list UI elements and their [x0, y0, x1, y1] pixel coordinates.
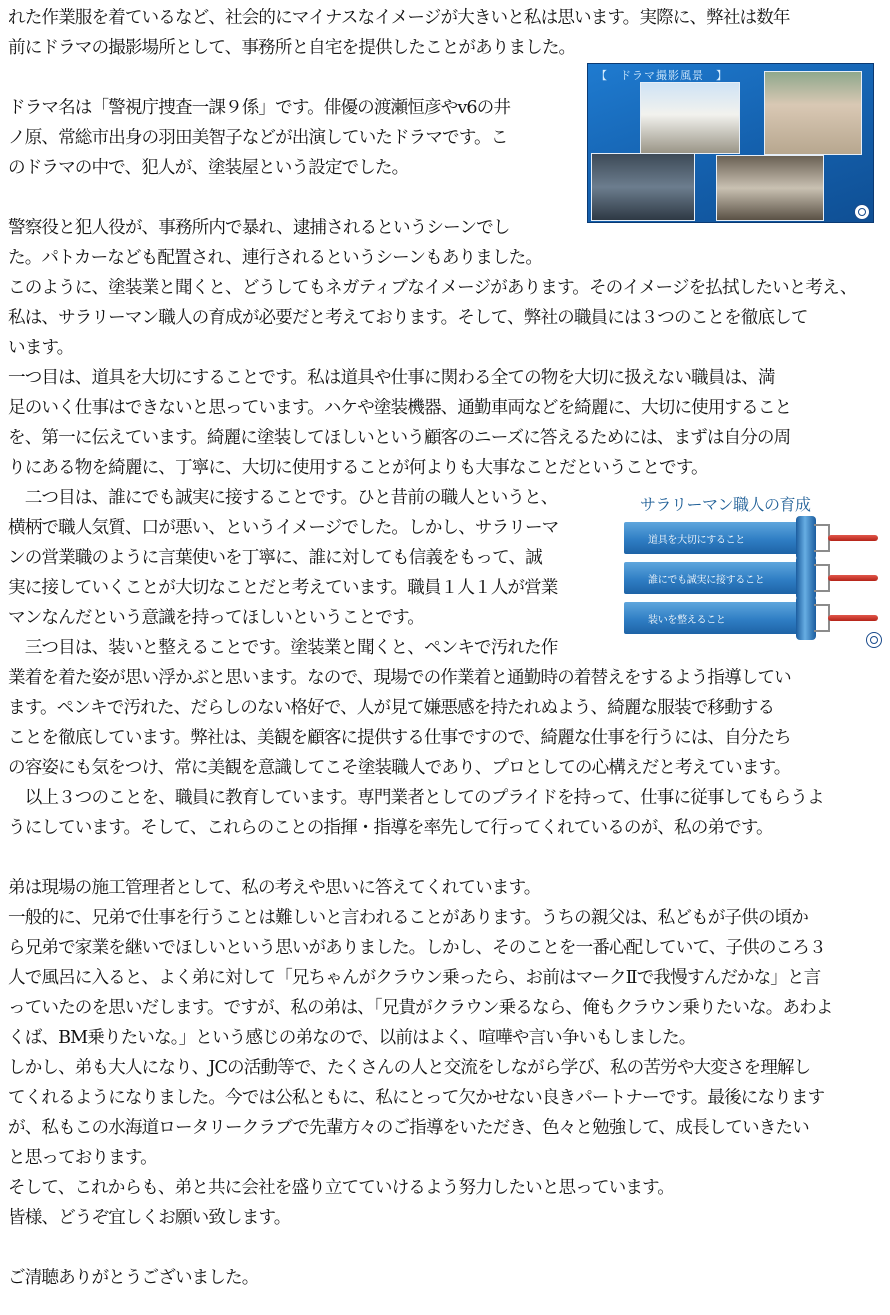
text-line: りにある物を綺麗に、丁寧に、大切に使用することが何よりも大事なことだということです。	[8, 458, 708, 478]
text-line: ドラマ名は「警視庁捜査一課９係」です。俳優の渡瀬恒彦やv6の井	[8, 98, 511, 118]
text-line: 業着を着た姿が思い浮かぶと思います。なので、現場での作業着と通勤時の着替えをするよう指導してい	[8, 668, 791, 688]
text-line: た。パトカーなども配置され、連行されるというシーンもありました。	[8, 248, 543, 268]
roller-handle	[828, 615, 878, 621]
paint-roller-item	[624, 556, 880, 600]
diagram-title: サラリーマン職人の育成	[640, 495, 811, 514]
text-line: くば、BM乗りたいな。」という感じの弟なので、以前はよく、喧嘩や言い争いもしました。	[8, 1028, 696, 1048]
diagram-item-label: 道具を大切にすること	[648, 535, 745, 546]
paint-roller-icon	[796, 556, 816, 600]
text-line: ます。ペンキで汚れた、だらしのない格好で、人が見て嫌悪感を持たれぬよう、綺麗な服装で移動する	[8, 698, 775, 718]
paint-roller-icon	[796, 516, 816, 560]
salaryman-training-diagram	[620, 488, 882, 650]
text-line: が、私もこの水海道ロータリークラブで先輩方々のご指導をいただき、色々と勉強して、成長していきたい	[8, 1118, 809, 1138]
text-line: っていたのを思いだします。ですが、私の弟は、「兄貴がクラウン乗るなら、俺もクラウン乗りたいな。あわよ	[8, 998, 833, 1018]
text-line: 一般的に、兄弟で仕事を行うことは難しいと言われることがあります。うちの親父は、私どもが子供の頃か	[8, 908, 808, 928]
text-line: 実に接していくことが大切なことだと考えています。職員１人１人が営業	[8, 578, 558, 598]
text-line: そして、これからも、弟と共に会社を盛り立てていけるよう努力したいと思っています。	[8, 1178, 674, 1198]
text-line: のドラマの中で、犯人が、塗装屋という設定でした。	[8, 158, 409, 178]
text-line: 三つ目は、装いと整えることです。塗装業と聞くと、ペンキで汚れた作	[8, 638, 558, 658]
text-line: ご清聴ありがとうございました。	[8, 1268, 259, 1288]
text-line: 人で風呂に入ると、よく弟に対して「兄ちゃんがクラウン乗ったら、お前はマークⅡで我慢すんだかな」と言	[8, 968, 821, 988]
text-line: 私は、サラリーマン職人の育成が必要だと考えております。そして、弊社の職員には３つのことを徹底して	[8, 308, 808, 328]
text-line: 弟は現場の施工管理者として、私の考えや思いに答えてくれています。	[8, 878, 541, 898]
text-line: ことを徹底しています。弊社は、美観を顧客に提供する仕事ですので、綺麗な仕事を行うには、自分たち	[8, 728, 791, 748]
roller-handle	[828, 535, 878, 541]
text-line: 警察役と犯人役が、事務所内で暴れ、逮捕されるというシーンでし	[8, 218, 510, 238]
text-line: れた作業服を着ているなど、社会的にマイナスなイメージが大きいと私は思います。実際に、弊社は数年	[8, 8, 790, 28]
text-line: しかし、弟も大人になり、JCの活動等で、たくさんの人と交流をしながら学び、私の苦労や大変さを理解し	[8, 1058, 811, 1078]
paint-roller-icon	[796, 596, 816, 640]
diagram-item-label: 誰にでも誠実に接すること	[648, 575, 765, 586]
filming-crew-photo	[591, 153, 695, 221]
text-line: ンの営業職のように言葉使いを丁寧に、誰に対しても信義をもって、誠	[8, 548, 542, 568]
text-line: 二つ目は、誰にでも誠実に接することです。ひと昔前の職人というと、	[8, 488, 558, 508]
text-line: の容姿にも気をつけ、常に美観を意識してこそ塗装職人であり、プロとしての心構えだと考えています。	[8, 758, 791, 778]
text-line: 一つ目は、道具を大切にすることです。私は道具や仕事に関わる全ての物を大切に扱えない職員は、満	[8, 368, 775, 388]
text-line: 前にドラマの撮影場所として、事務所と自宅を提供したことがありました。	[8, 38, 576, 58]
roller-handle	[828, 575, 878, 581]
logo-badge-icon	[854, 204, 870, 220]
text-line: 皆様、どうぞ宜しくお願い致します。	[8, 1208, 291, 1228]
text-line: 足のいく仕事はできないと思っています。ハケや塗装機器、通勤車両などを綺麗に、大切に使用すること	[8, 398, 792, 418]
paint-roller-item	[624, 596, 880, 640]
paint-roller-item	[624, 516, 880, 560]
logo-badge-icon	[866, 632, 882, 648]
text-line: と思っております。	[8, 1148, 157, 1168]
cast-group-photo	[764, 71, 862, 155]
diagram-item-label: 装いを整えること	[648, 615, 726, 626]
text-line: 以上３つのことを、職員に教育しています。専門業者としてのプライドを持って、仕事に従事してもらうよ	[8, 788, 824, 808]
text-line: 横柄で職人気質、口が悪い、というイメージでした。しかし、サラリーマ	[8, 518, 559, 538]
drama-photo-collage	[587, 63, 874, 223]
text-line: てくれるようになりました。今では公私ともに、私にとって欠かせない良きパートナーです。最後になります	[8, 1088, 825, 1108]
text-line: うにしています。そして、これらのことの指揮・指導を率先して行ってくれているのが、私の弟です。	[8, 818, 773, 838]
office-building-photo	[640, 82, 740, 154]
text-line: を、第一に伝えています。綺麗に塗装してほしいという顧客のニーズに答えるためには、まずは自分の周	[8, 428, 791, 448]
text-line: います。	[8, 338, 74, 358]
drama-photo-title: 【 ドラマ撮影風景 】	[596, 69, 728, 82]
text-line: このように、塗装業と聞くと、どうしてもネガティブなイメージがあります。そのイメージを払拭したいと考え、	[8, 278, 857, 298]
text-line: ノ原、常総市出身の羽田美智子などが出演していたドラマです。こ	[8, 128, 508, 148]
text-line: ら兄弟で家業を継いでほしいという思いがありました。しかし、そのことを一番心配していて、子供のころ３	[8, 938, 826, 958]
text-line: マンなんだという意識を持ってほしいということです。	[8, 608, 424, 628]
actors-scene-photo	[716, 155, 824, 221]
